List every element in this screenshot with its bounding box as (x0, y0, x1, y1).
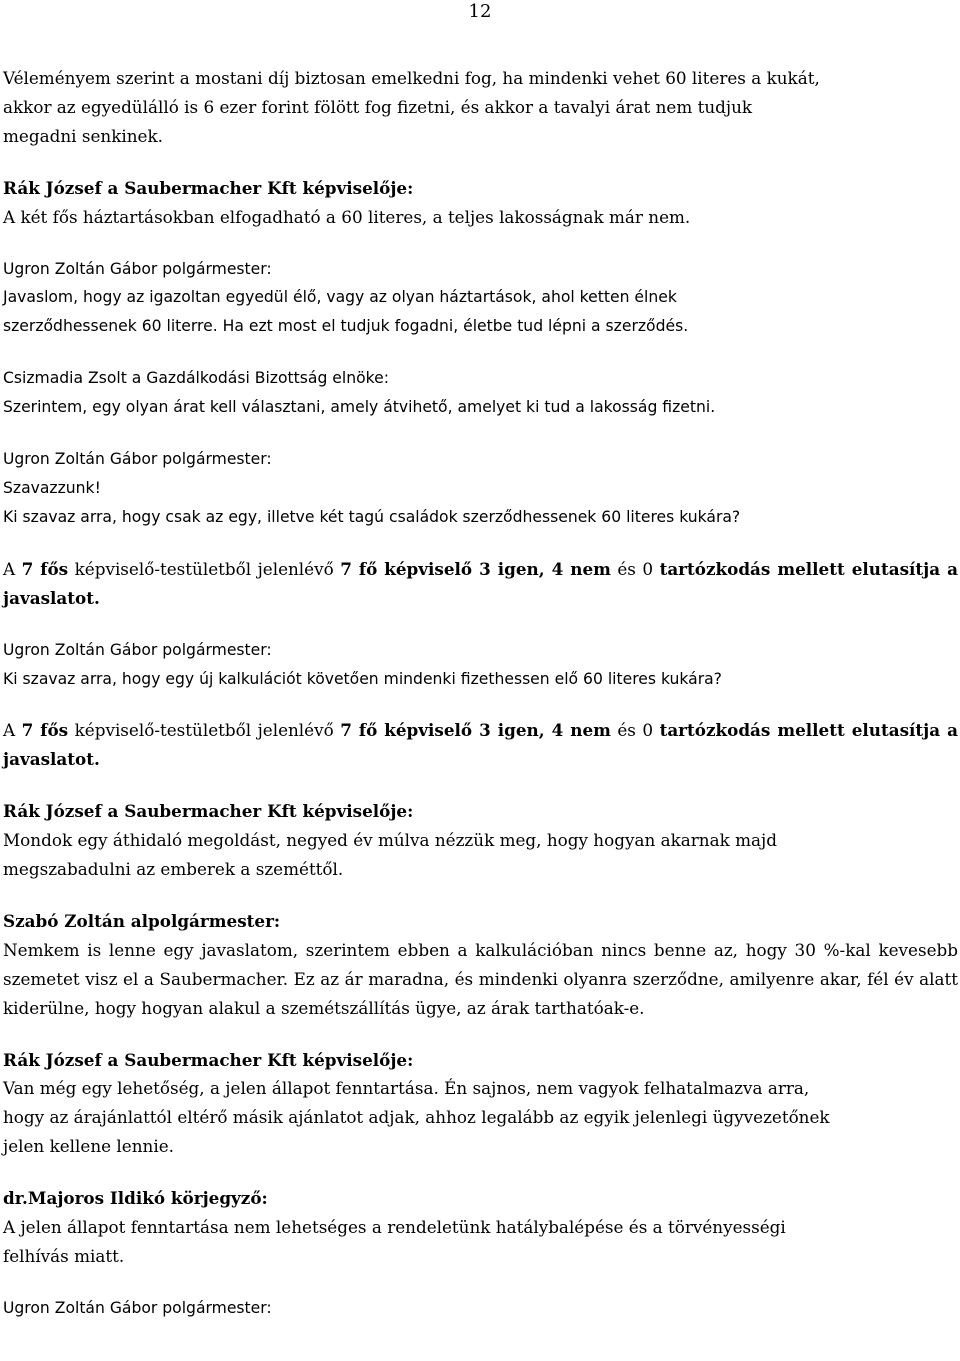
vote-text-bold: 7 fő képviselő 3 igen, 4 nem (340, 558, 611, 579)
vote-text: és 0 (610, 720, 660, 741)
speaker-name: Ugron Zoltán Gábor polgármester: (3, 1298, 272, 1317)
speaker-name: Ugron Zoltán Gábor polgármester: (3, 640, 272, 659)
vote-text: A (3, 720, 22, 741)
text-line: Szavazzunk! (3, 478, 101, 497)
vote-text-bold: 7 fő képviselő 3 igen, 4 nem (340, 720, 611, 741)
vote-text-bold: tartózkodás mellett elutasítja a javaslatot. (3, 720, 958, 770)
speech-block (3, 1046, 958, 1162)
speaker-name: Rák József a Saubermacher Kft képviselője: (3, 801, 414, 822)
text-line: Mondok egy áthidaló megoldást, negyed év múlva nézzük meg, hogy hogyan akarnak majd (3, 830, 777, 851)
text-line: A két fős háztartásokban elfogadható a 60 literes, a teljes lakosságnak már nem. (3, 206, 691, 227)
speaker-name: Ugron Zoltán Gábor polgármester: (3, 259, 272, 278)
vote-result (3, 555, 958, 613)
speaker-name: Csizmadia Zsolt a Gazdálkodási Bizottság elnöke: (3, 369, 389, 388)
text-line: Van még egy lehetőség, a jelen állapot fenntartása. Én sajnos, nem vagyok felhatalmazva arra, (3, 1078, 810, 1099)
speech-block (3, 636, 958, 694)
text-line: Ki szavaz arra, hogy egy új kalkulációt követően mindenki fizethessen elő 60 literes kukára? (3, 669, 722, 688)
vote-text: képviselő-testületből jelenlévő (68, 720, 341, 741)
text-line: megszabadulni az emberek a szeméttől. (3, 859, 344, 880)
speaker-name: Ugron Zoltán Gábor polgármester: (3, 450, 272, 469)
speech-block (3, 255, 958, 342)
text-line: hogy az árajánlattól eltérő másik ajánlatot adjak, ahhoz legalább az egyik jelenlegi ügyvezetőnek (3, 1107, 830, 1128)
document-body (3, 64, 958, 1346)
speech-block (3, 797, 958, 884)
vote-text: A (3, 558, 22, 579)
text-line: akkor az egyedülálló is 6 ezer forint fölött fog fizetni, és akkor a tavalyi árat nem tudjuk (3, 96, 753, 117)
speech-block (3, 907, 958, 1023)
speaker-name: Szabó Zoltán alpolgármester: (3, 910, 281, 931)
text-line: felhívás miatt. (3, 1246, 125, 1266)
paragraph-text: Nemkem is lenne egy javaslatom, szerintem ebben a kalkulációban nincs benne az, hogy 30 %-kal kevesebb szemetet visz el a Saubermacher. Ez az ár maradna, és mindenki olyanra szerződne, amilyenre akar, fél év alatt kiderülne, hogy hogyan alakul a szemétszállítás ügye, az árak tarthatóak-e. (3, 939, 958, 1018)
text-line: jelen kellene lennie. (3, 1136, 174, 1157)
vote-text-bold: 7 fős (21, 720, 69, 741)
text-line: Ki szavaz arra, hogy csak az egy, illetve két tagú családok szerződhessenek 60 literes kukára? (3, 507, 741, 526)
text-line: Javaslom, hogy az igazoltan egyedül élő, vagy az olyan háztartások, ahol ketten élnek (3, 288, 677, 307)
paragraph (3, 64, 958, 151)
speech-block (3, 174, 958, 232)
vote-result (3, 716, 958, 774)
text-line: szerződhessenek 60 literre. Ha ezt most el tudjuk fogadni, életbe tud lépni a szerződés. (3, 317, 689, 336)
speaker-name: dr.Majoros Ildikó körjegyző: (3, 1188, 268, 1209)
page-number: 12 (468, 1, 492, 22)
vote-text-bold: tartózkodás mellett elutasítja a javaslatot. (3, 558, 958, 608)
speech-block (3, 1184, 958, 1271)
text-line: Szerintem, egy olyan árat kell választani, amely átvihető, amelyet ki tud a lakosság fizetni. (3, 398, 716, 417)
vote-text-bold: 7 fős (21, 558, 69, 579)
speaker-name: Rák József a Saubermacher Kft képviselője: (3, 1049, 414, 1070)
text-line: megadni senkinek. (3, 125, 163, 146)
speech-block (3, 445, 958, 532)
speech-block (3, 364, 958, 422)
speaker-name: Rák József a Saubermacher Kft képviselője: (3, 177, 414, 198)
vote-text: és 0 (610, 558, 660, 579)
text-line: A jelen állapot fenntartása nem lehetséges a rendeletünk hatálybalépése és a törvényességi (3, 1217, 786, 1238)
speech-block (3, 1294, 958, 1323)
vote-text: képviselő-testületből jelenlévő (68, 558, 341, 579)
text-line: Véleményem szerint a mostani díj biztosan emelkedni fog, ha mindenki vehet 60 literes a kukát, (3, 68, 820, 88)
